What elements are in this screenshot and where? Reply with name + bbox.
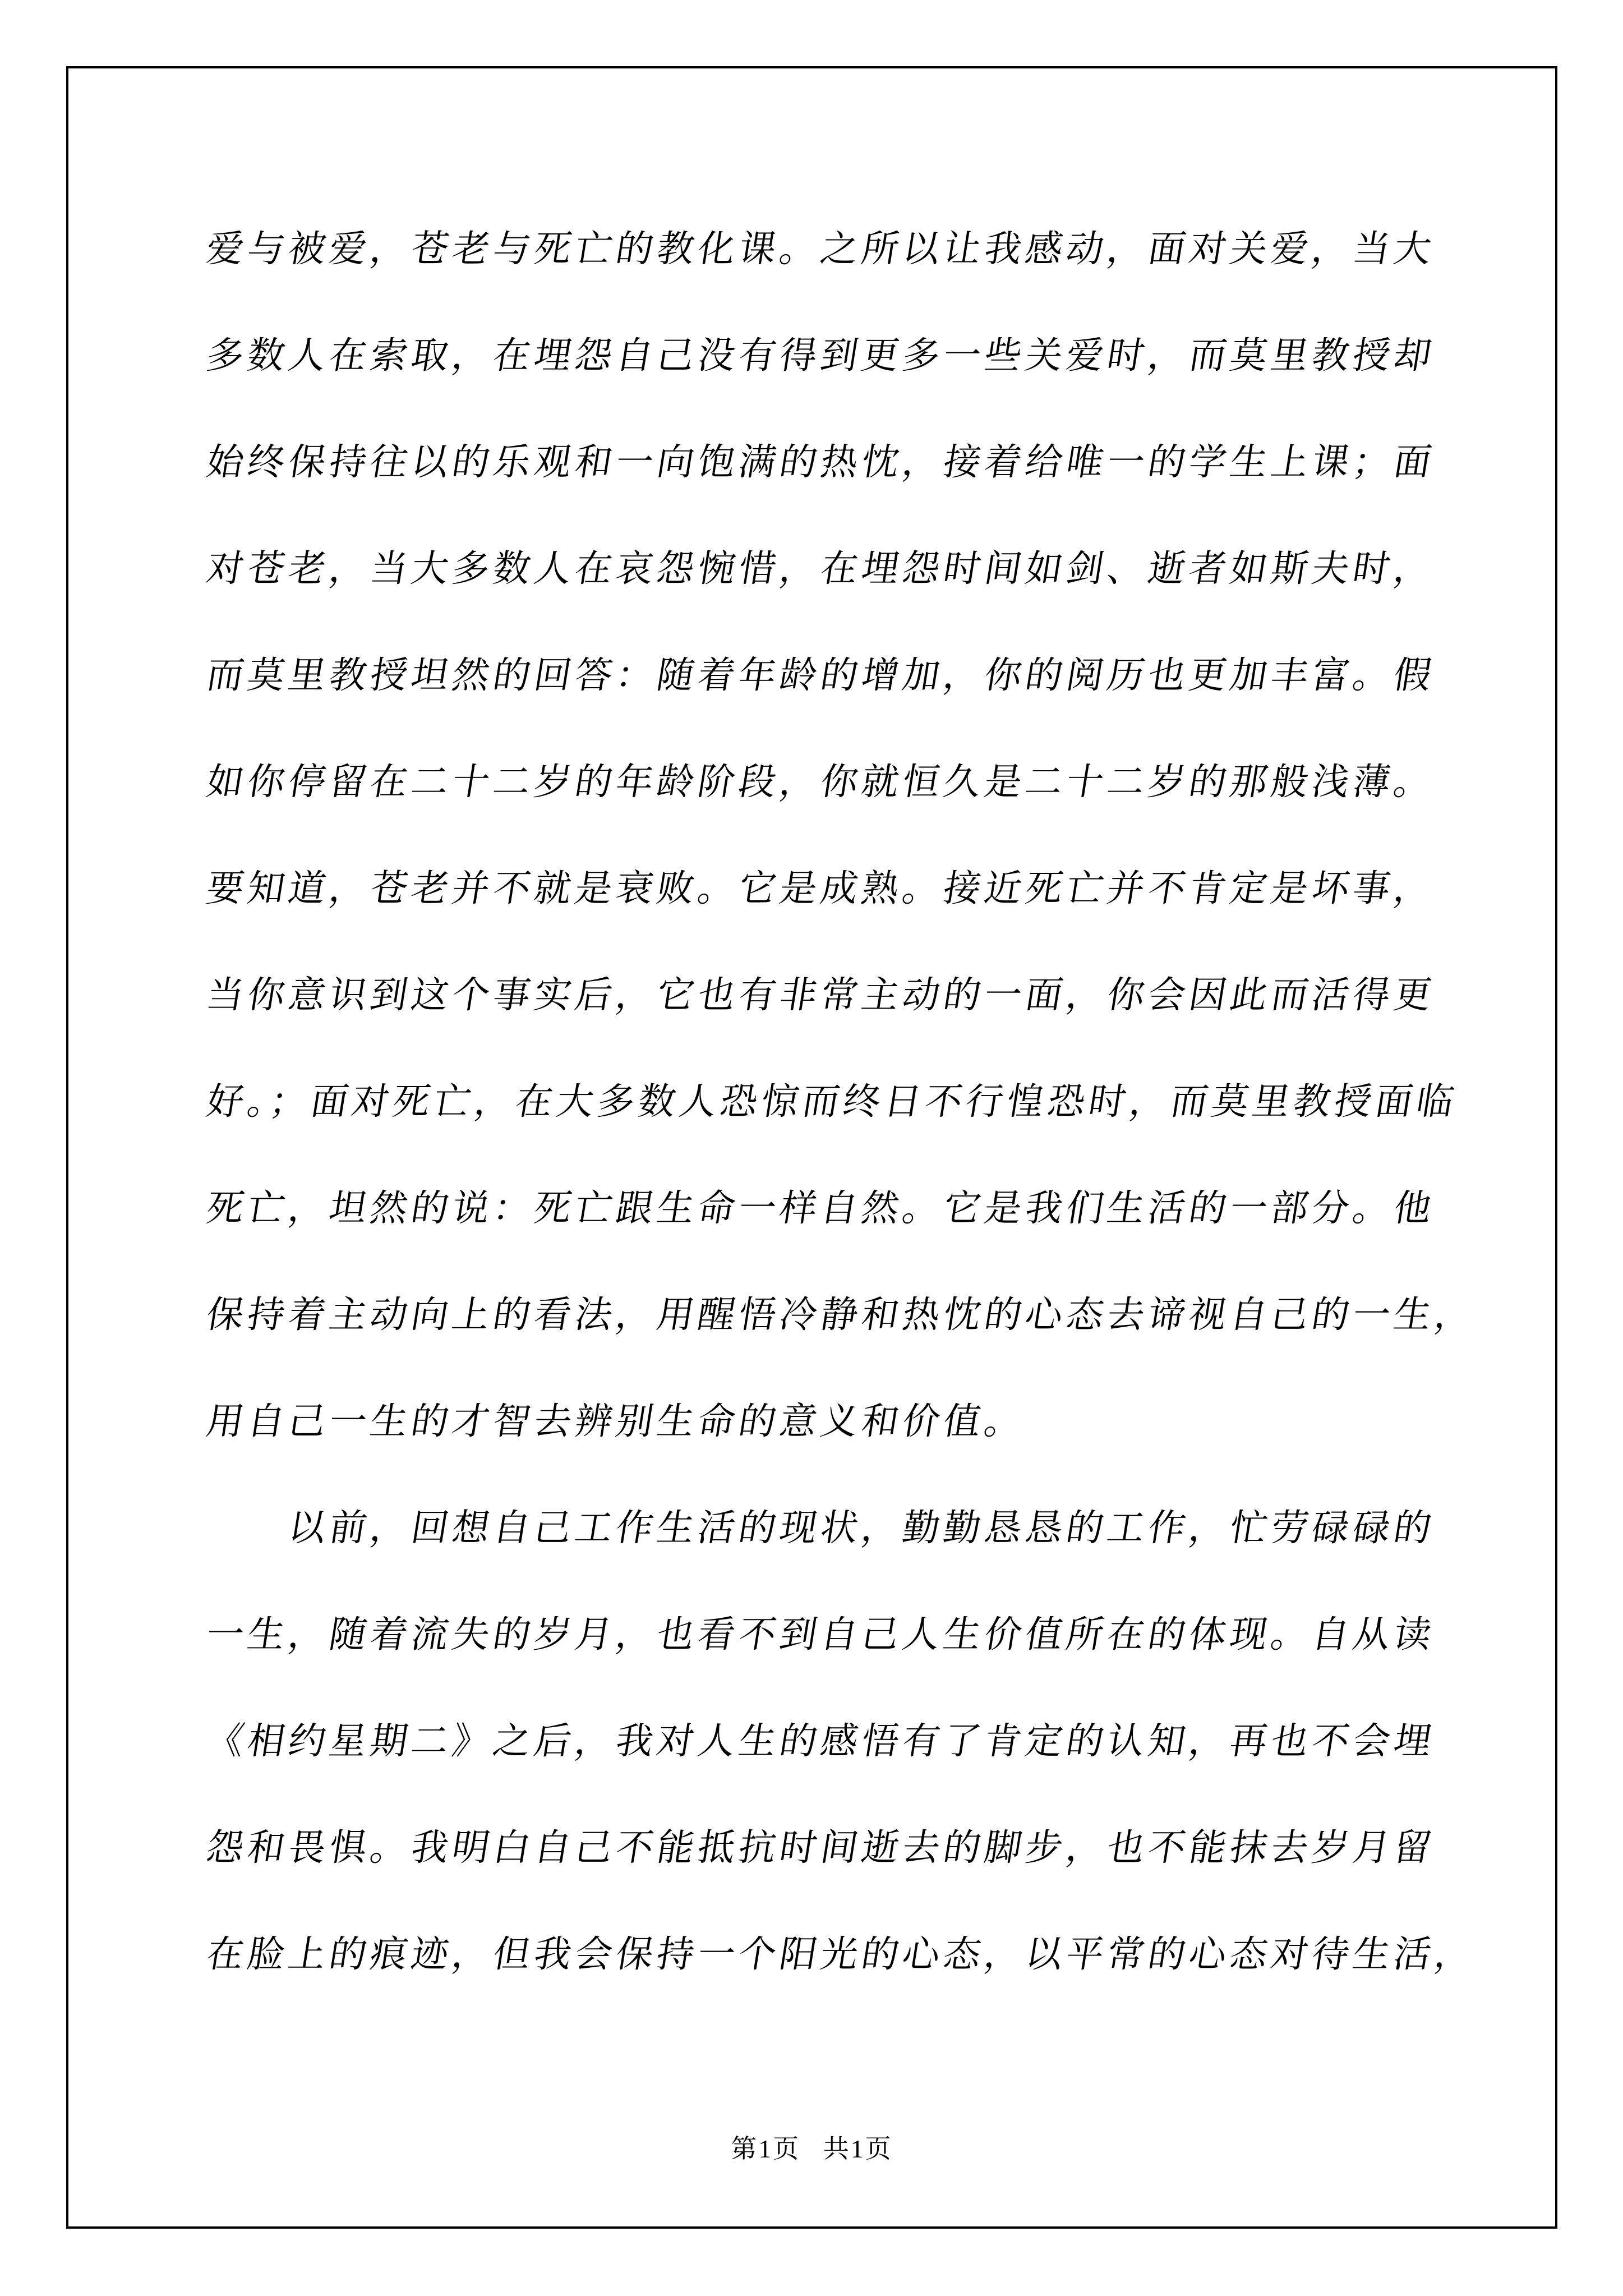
text-line: 爱与被爱，苍老与死亡的教化课。之所以让我感动，面对关爱，当大 [203,229,1438,270]
text-line: 保持着主动向上的看法，用醒悟冷静和热忱的心态去谛视自己的一生， [203,1295,1479,1336]
text-line: 要知道，苍老并不就是衰败。它是成熟。接近死亡并不肯定是坏事， [203,868,1438,909]
text-line: 当你意识到这个事实后，它也有非常主动的一面，你会因此而活得更 [203,975,1438,1016]
text-line: 《相约星期二》之后，我对人生的感悟有了肯定的认知，再也不会埋 [203,1721,1438,1762]
text-line: 一生，随着流失的岁月，也看不到自己人生价值所在的体现。自从读 [203,1614,1438,1655]
text-line: 始终保持往以的乐观和一向饱满的热忱，接着给唯一的学生上课；面 [203,442,1438,483]
text-line: 以前，回想自己工作生活的现状，勤勤恳恳的工作，忙劳碌碌的 [285,1508,1438,1549]
page-number-label: 第1页 共1页 [731,2134,893,2163]
text-line: 怨和畏惧。我明白自己不能抵抗时间逝去的脚步，也不能抹去岁月留 [203,1828,1438,1869]
document-body [201,196,1479,2008]
text-line: 如你停留在二十二岁的年龄阶段，你就恒久是二十二岁的那般浅薄。 [203,762,1438,803]
text-line: 多数人在索取，在埋怨自己没有得到更多一些关爱时，而莫里教授却 [203,335,1438,376]
text-line: 用自己一生的才智去辨别生命的意义和价值。 [203,1401,1029,1442]
text-line: 在脸上的痕迹，但我会保持一个阳光的心态，以平常的心态对待生活， [203,1934,1479,1975]
page-footer [66,2129,1557,2169]
text-line: 而莫里教授坦然的回答：随着年龄的增加，你的阅历也更加丰富。假 [203,655,1438,696]
text-line: 好。；面对死亡，在大多数人恐惊而终日不行惶恐时，而莫里教授面临 [203,1082,1461,1122]
text-line: 死亡，坦然的说：死亡跟生命一样自然。它是我们生活的一部分。他 [203,1188,1438,1229]
text-line: 对苍老，当大多数人在哀怨惋惜，在埋怨时间如剑、逝者如斯夫时， [203,549,1438,590]
